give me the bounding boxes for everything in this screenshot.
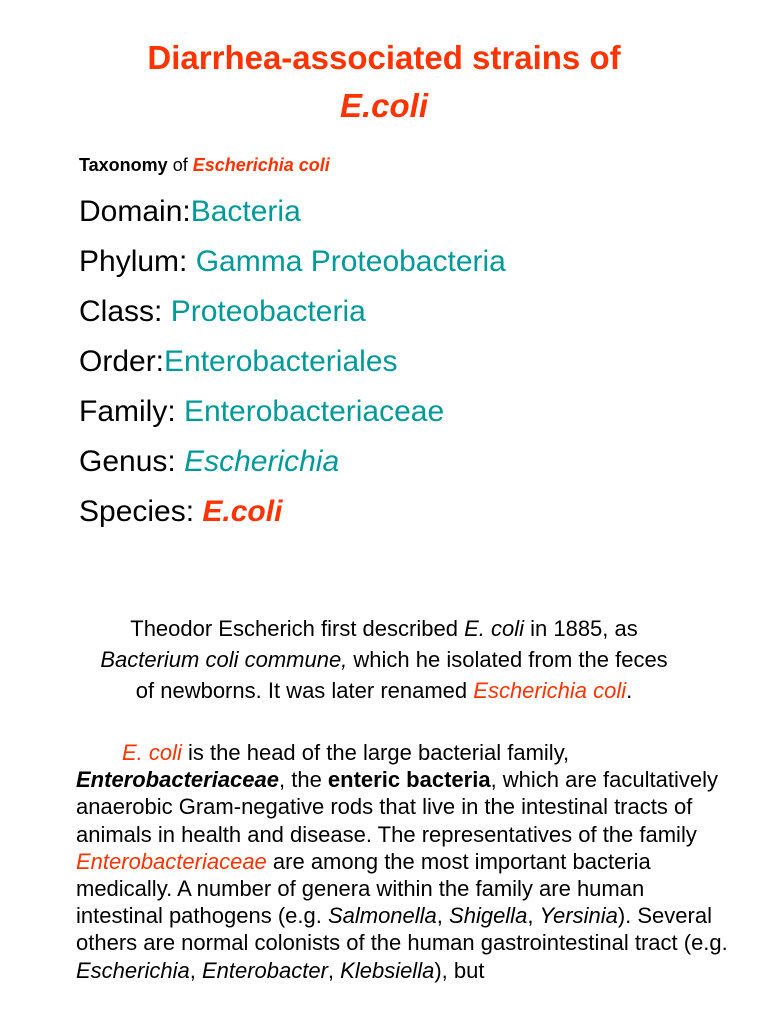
italic-run: Yersinia bbox=[539, 903, 618, 929]
text-run: ), but bbox=[434, 957, 485, 983]
rank-label: Domain: bbox=[79, 195, 191, 228]
family-paragraph bbox=[76, 739, 736, 984]
text-run: . bbox=[626, 678, 633, 703]
rank-label: Species: bbox=[79, 495, 203, 528]
rank-label: Class: bbox=[79, 295, 171, 328]
rank-class bbox=[79, 287, 506, 337]
italic-run: Enterobacter bbox=[201, 957, 328, 983]
taxonomy-list bbox=[79, 187, 506, 537]
text-run: are among the most important bacteria medically. A number of genera within the family are human intestinal pathogens (e.g. bbox=[76, 848, 651, 929]
rank-value: Bacteria bbox=[190, 195, 301, 228]
taxonomy-organism: Escherichia coli bbox=[192, 155, 330, 175]
text-run: is the head of the large bacterial family, bbox=[181, 740, 570, 765]
rank-value: Enterobacteriaceae bbox=[184, 395, 445, 428]
italic-run: Salmonella bbox=[327, 903, 437, 929]
title-line-2: E.coli bbox=[339, 87, 429, 124]
text-run: Theodor Escherich first described bbox=[130, 616, 465, 641]
text-run: which he isolated from the feces bbox=[347, 647, 668, 672]
title-line-1: Diarrhea-associated strains of bbox=[147, 39, 621, 76]
rank-genus bbox=[79, 437, 506, 487]
rank-label: Phylum: bbox=[79, 245, 196, 278]
rank-value: Proteobacteria bbox=[170, 295, 366, 328]
highlight-run: Escherichia coli bbox=[473, 678, 627, 703]
text-run: , bbox=[327, 957, 341, 983]
text-run: , which are facultatively anaerobic Gram-negative rods that live in the intestinal tracts of animals in health and disease. The representatives of the family bbox=[76, 767, 718, 847]
rank-family bbox=[79, 387, 506, 437]
taxonomy-label: Taxonomy bbox=[79, 155, 168, 175]
highlight-run: Enterobacteriaceae bbox=[76, 848, 267, 874]
history-paragraph bbox=[40, 613, 728, 706]
text-run: of newborns. It was later renamed bbox=[135, 678, 474, 703]
rank-label: Order: bbox=[79, 345, 165, 378]
rank-label: Genus: bbox=[79, 445, 185, 478]
italic-run: Klebsiella bbox=[340, 957, 435, 983]
italic-run: Bacterium coli commune, bbox=[100, 647, 348, 672]
rank-value: E.coli bbox=[202, 495, 283, 528]
bold-italic-run: Enterobacteriaceae bbox=[76, 767, 279, 793]
taxonomy-heading bbox=[79, 153, 330, 177]
text-run: ). Several others are normal colonists of the human gastrointestinal tract (e.g. bbox=[76, 903, 728, 956]
rank-value: Gamma Proteobacteria bbox=[195, 245, 506, 278]
rank-order bbox=[79, 337, 506, 387]
rank-phylum bbox=[79, 237, 506, 287]
text-run: , bbox=[527, 903, 540, 929]
rank-species bbox=[79, 487, 506, 537]
italic-run: E. coli bbox=[464, 616, 524, 641]
highlight-run: E. coli bbox=[122, 740, 182, 765]
italic-run: Escherichia bbox=[76, 957, 190, 983]
text-run: , bbox=[189, 957, 202, 983]
rank-label: Family: bbox=[79, 395, 184, 428]
rank-value: Escherichia bbox=[184, 445, 340, 478]
page-title bbox=[0, 34, 768, 130]
rank-value: Enterobacteriales bbox=[164, 345, 398, 378]
italic-run: Shigella bbox=[449, 903, 528, 929]
text-run: , bbox=[436, 903, 450, 929]
text-run: in 1885, as bbox=[524, 616, 638, 641]
rank-domain bbox=[79, 187, 506, 237]
taxonomy-of: of bbox=[172, 155, 188, 175]
bold-run: enteric bacteria bbox=[327, 767, 491, 793]
text-run: , the bbox=[279, 767, 328, 793]
